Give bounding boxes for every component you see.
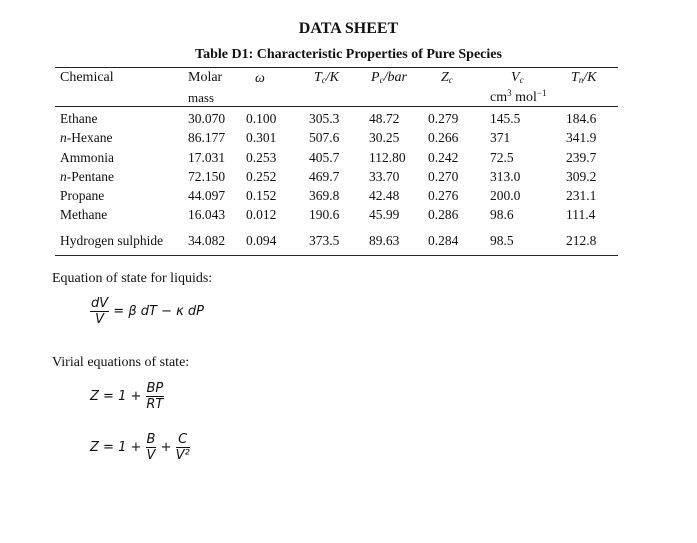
cell-zc: 0.242 — [428, 150, 459, 165]
cell-tc: 369.8 — [309, 188, 340, 203]
cell-omega: 0.152 — [246, 188, 277, 203]
liquids-equation — [90, 296, 204, 327]
virial1-lhs: Z = 1 + — [90, 389, 142, 404]
cell-tn: 111.4 — [566, 207, 596, 222]
cell-vc: 98.5 — [490, 233, 514, 248]
cell-mass: 86.177 — [188, 130, 226, 145]
cell-tc: 405.7 — [309, 150, 340, 165]
virial-equation-2 — [90, 432, 190, 463]
cell-tn: 184.6 — [566, 111, 597, 126]
virial2-num2: C — [176, 432, 190, 448]
cell-vc: 313.0 — [490, 169, 521, 184]
liquids-rhs: = β dT − κ dP — [113, 304, 204, 319]
table-bottom-rule — [55, 255, 618, 256]
virial1-num: BP — [146, 381, 164, 396]
liquids-num: dV — [91, 296, 109, 311]
header-molar: Molar — [188, 70, 223, 85]
virial2-den2: V² — [175, 448, 190, 463]
cell-tn: 239.7 — [566, 150, 597, 165]
header-tc — [314, 70, 339, 86]
header-vc-unit-symbol: $cm^3$ mol$^{-1}$ — [490, 88, 547, 105]
virial1-den: RT — [146, 397, 164, 412]
cell-omega: 0.252 — [246, 169, 277, 184]
cell-mass: 72.150 — [188, 169, 226, 184]
header-mass: mass — [188, 90, 214, 105]
virial2-num1: B — [146, 432, 156, 447]
header-zc-symbol: $Z_c$ — [441, 70, 453, 85]
header-omega: ω — [255, 71, 265, 86]
header-vc-symbol: $V_c$ — [511, 70, 524, 85]
cell-tc: 507.6 — [309, 130, 340, 145]
virial2-plus: + — [160, 440, 172, 455]
table-header-rule — [55, 106, 618, 107]
cell-vc: 72.5 — [490, 150, 514, 165]
cell-chemical: Hydrogen sulphide — [60, 233, 164, 248]
header-vc-unit — [490, 88, 546, 106]
header-chemical: Chemical — [60, 70, 114, 85]
virial1-fraction — [146, 381, 165, 412]
cell-tc: 373.5 — [309, 233, 340, 248]
virial2-fraction-b — [146, 432, 157, 463]
header-tn-symbol: $T_n/K$ — [571, 70, 597, 85]
header-tn — [571, 70, 597, 86]
cell-chemical: n-Pentane — [60, 169, 114, 184]
virial2-lhs: Z = 1 + — [90, 440, 142, 455]
cell-chemical: Methane — [60, 207, 108, 222]
virial-equation-1 — [90, 381, 164, 412]
cell-tc: 469.7 — [309, 169, 340, 184]
cell-mass: 16.043 — [188, 207, 226, 222]
cell-tc: 190.6 — [309, 207, 340, 222]
header-pc-symbol: $P_c$/bar — [371, 70, 407, 85]
cell-mass: 34.082 — [188, 233, 226, 248]
cell-zc: 0.266 — [428, 130, 459, 145]
cell-chemical: Ethane — [60, 111, 98, 126]
cell-tn: 309.2 — [566, 169, 597, 184]
cell-omega: 0.100 — [246, 111, 277, 126]
cell-pc: 45.99 — [369, 207, 400, 222]
cell-tn: 212.8 — [566, 233, 597, 248]
header-zc — [441, 70, 453, 86]
cell-zc: 0.276 — [428, 188, 459, 203]
virial-eq-label: Virial equations of state: — [52, 355, 190, 370]
cell-tc: 305.3 — [309, 111, 340, 126]
cell-vc: 98.6 — [490, 207, 514, 222]
cell-chemical: n-Hexane — [60, 130, 113, 145]
cell-omega: 0.012 — [246, 207, 277, 222]
cell-mass: 44.097 — [188, 188, 226, 203]
cell-vc: 200.0 — [490, 188, 521, 203]
header-tc-symbol: $T_c/K$ — [314, 70, 340, 85]
page-title: DATA SHEET — [298, 20, 399, 37]
cell-tn: 231.1 — [566, 188, 597, 203]
cell-vc: 371 — [490, 130, 511, 145]
cell-chemical: Ammonia — [60, 150, 114, 165]
cell-pc: 89.63 — [369, 233, 400, 248]
liquids-eq-label: Equation of state for liquids: — [52, 271, 213, 286]
virial2-fraction-c — [176, 432, 190, 463]
header-vc — [511, 70, 524, 86]
cell-pc: 30.25 — [369, 130, 400, 145]
cell-omega: 0.094 — [246, 233, 277, 248]
cell-zc: 0.284 — [428, 233, 459, 248]
cell-zc: 0.286 — [428, 207, 459, 222]
cell-mass: 30.070 — [188, 111, 226, 126]
cell-omega: 0.253 — [246, 150, 277, 165]
liquids-den: V — [95, 312, 105, 327]
table-top-rule — [55, 67, 618, 68]
header-pc — [371, 70, 407, 86]
cell-pc: 33.70 — [369, 169, 400, 184]
table-caption: Table D1: Characteristic Properties of Pure Species — [195, 47, 502, 62]
cell-pc: 48.72 — [369, 111, 400, 126]
cell-vc: 145.5 — [490, 111, 521, 126]
cell-pc: 42.48 — [369, 188, 400, 203]
cell-zc: 0.270 — [428, 169, 459, 184]
cell-mass: 17.031 — [188, 150, 226, 165]
cell-omega: 0.301 — [246, 130, 277, 145]
cell-zc: 0.279 — [428, 111, 459, 126]
cell-pc: 112.80 — [369, 150, 406, 165]
cell-chemical: Propane — [60, 188, 105, 203]
cell-tn: 341.9 — [566, 130, 597, 145]
liquids-fraction — [90, 296, 109, 327]
virial2-den1: V — [146, 448, 156, 463]
